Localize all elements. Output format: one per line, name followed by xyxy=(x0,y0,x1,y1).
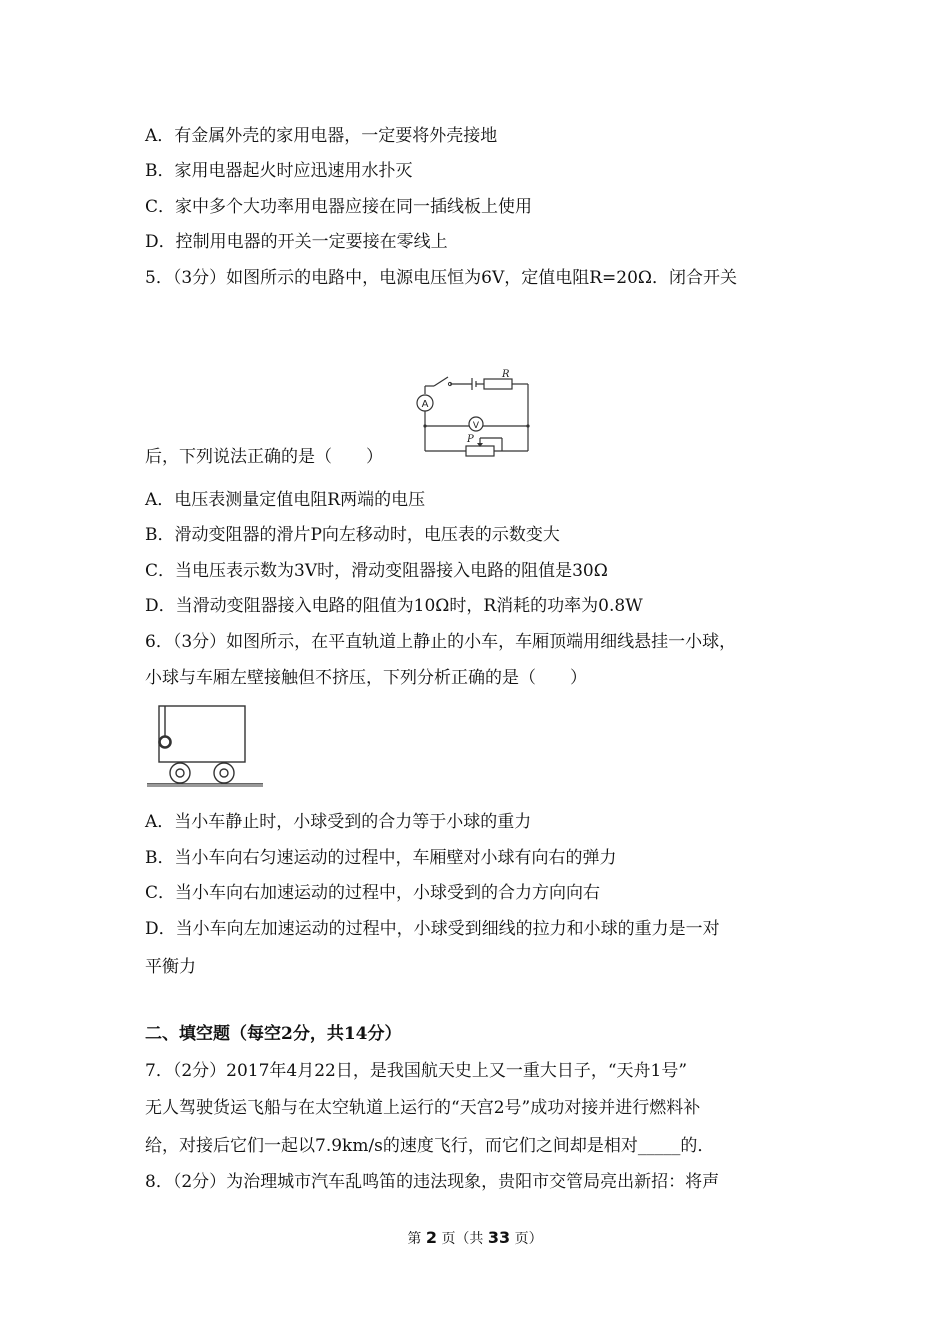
page-footer xyxy=(0,1228,950,1249)
q5-option-a: A．电压表测量定值电阻R两端的电压 xyxy=(145,490,426,510)
q5-option-b: B．滑动变阻器的滑片P向左移动时，电压表的示数变大 xyxy=(145,525,560,545)
q6-option-d-continued: 平衡力 xyxy=(145,957,196,977)
q6-option-d: D．当小车向左加速运动的过程中，小球受到细线的拉力和小球的重力是一对 xyxy=(145,919,720,939)
q4-option-b: B．家用电器起火时应迅速用水扑灭 xyxy=(145,161,413,181)
footer-prefix: 第 xyxy=(407,1231,422,1247)
section-heading: 二、填空题（每空2分，共14分） xyxy=(145,1024,402,1044)
q4-option-d: D．控制用电器的开关一定要接在零线上 xyxy=(145,232,448,252)
cart-diagram xyxy=(145,702,265,792)
q5-option-c: C．当电压表示数为3V时，滑动变阻器接入电路的阻值是30Ω xyxy=(145,561,608,581)
q5-stem-line1: 5．（3分）如图所示的电路中，电源电压恒为6V，定值电阻R=20Ω．闭合开关 xyxy=(145,268,737,288)
footer-total-pages: 33 xyxy=(487,1228,511,1247)
q4-option-a: A．有金属外壳的家用电器，一定要将外壳接地 xyxy=(145,126,498,146)
ammeter-label: A xyxy=(421,399,429,410)
q6-option-a: A．当小车静止时，小球受到的合力等于小球的重力 xyxy=(145,812,532,832)
footer-suffix: 页） xyxy=(514,1231,543,1247)
footer-page-number: 2 xyxy=(425,1228,437,1247)
q7-line2: 无人驾驶货运飞船与在太空轨道上运行的“天宫2号”成功对接并进行燃料补 xyxy=(145,1098,701,1118)
q7-line3: 给，对接后它们一起以7.9km/s的速度飞行，而它们之间却是相对_____的． xyxy=(145,1136,715,1156)
slider-label: P xyxy=(467,434,474,445)
q6-option-b: B．当小车向右匀速运动的过程中，车厢壁对小球有向右的弹力 xyxy=(145,848,617,868)
resistor-label: R xyxy=(502,369,510,380)
q4-option-c: C．家中多个大功率用电器应接在同一插线板上使用 xyxy=(145,197,533,217)
q6-option-c: C．当小车向右加速运动的过程中，小球受到的合力方向向右 xyxy=(145,883,601,903)
q8-line1: 8．（2分）为治理城市汽车乱鸣笛的违法现象，贵阳市交管局亮出新招：将声 xyxy=(145,1172,720,1192)
q7-line1: 7．（2分）2017年4月22日，是我国航天史上又一重大日子，“天舟1号” xyxy=(145,1061,688,1081)
q6-stem-line1: 6．（3分）如图所示，在平直轨道上静止的小车，车厢顶端用细线悬挂一小球， xyxy=(145,632,737,652)
footer-middle: 页（共 xyxy=(441,1231,484,1247)
q6-stem-line2: 小球与车厢左壁接触但不挤压，下列分析正确的是（ ） xyxy=(145,668,587,688)
q5-option-d: D．当滑动变阻器接入电路的阻值为10Ω时，R消耗的功率为0.8W xyxy=(145,596,643,616)
voltmeter-label: V xyxy=(472,421,480,431)
q5-stem-line2: 后，下列说法正确的是（ ） xyxy=(145,447,383,467)
